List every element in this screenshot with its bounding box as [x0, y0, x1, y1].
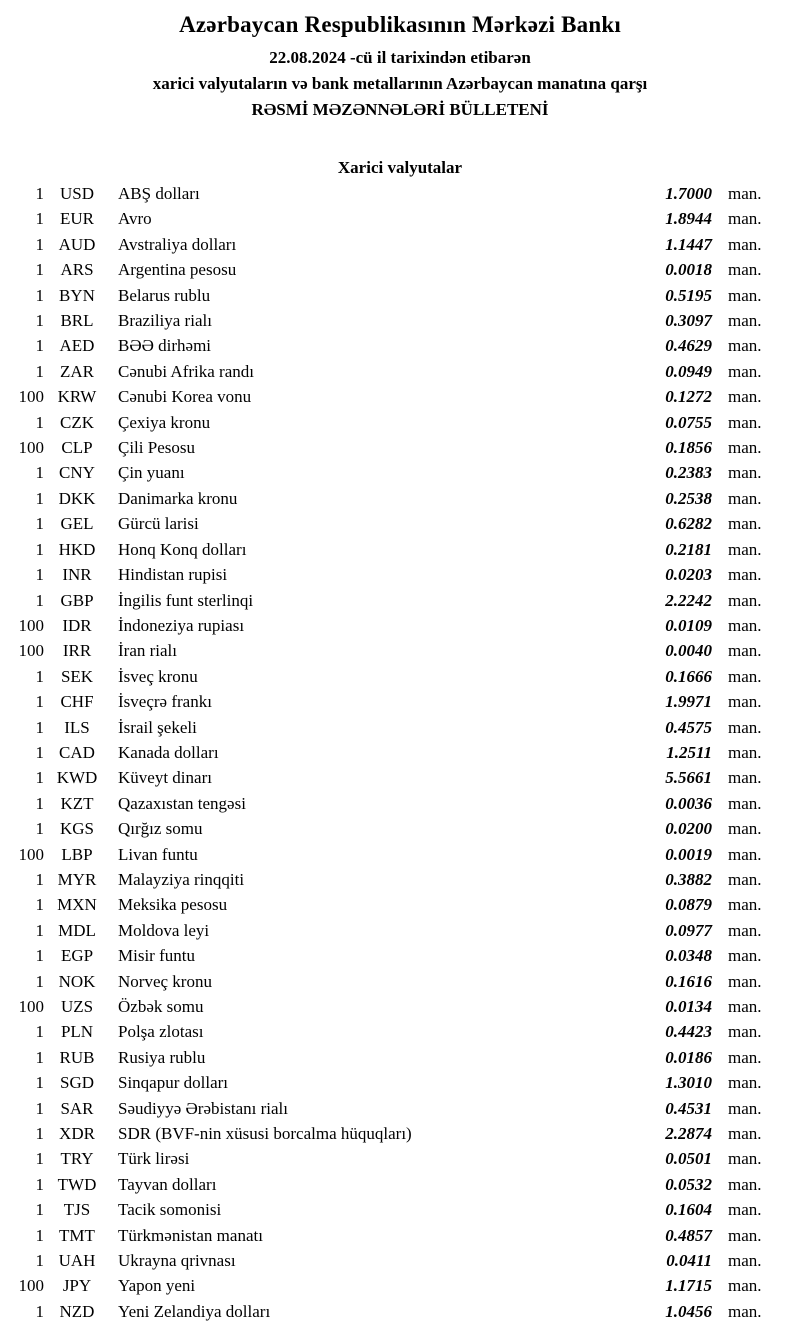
currency-row — [0, 511, 782, 536]
unit-cell: man. — [728, 412, 762, 432]
rate-cell: 1.1447 — [665, 234, 712, 254]
qty-cell: 1 — [35, 793, 44, 813]
rate-cell: 0.0203 — [665, 565, 712, 585]
unit-cell: man. — [728, 1200, 762, 1220]
currency-row — [0, 918, 782, 943]
code-cell: MXN — [57, 895, 97, 915]
qty-cell: 100 — [18, 997, 44, 1016]
currency-table — [0, 181, 800, 1324]
rate-cell: 0.3882 — [665, 869, 712, 889]
currency-row — [0, 1096, 782, 1121]
code-cell: KZT — [60, 793, 94, 813]
currency-row — [0, 537, 782, 562]
rate-cell: 0.2181 — [665, 539, 712, 559]
rate-cell: 0.1604 — [665, 1200, 712, 1220]
rate-cell: 0.0411 — [666, 1251, 712, 1271]
name-cell: İngilis funt sterlinqi — [118, 590, 254, 610]
rate-cell: 1.2511 — [666, 742, 712, 762]
unit-cell: man. — [728, 1098, 762, 1118]
currency-row — [0, 410, 782, 435]
unit-cell: man. — [728, 844, 762, 864]
name-cell: Qırğız somu — [118, 819, 203, 839]
code-cell: CLP — [61, 438, 93, 458]
currency-row — [0, 1273, 782, 1298]
name-cell: Meksika pesosu — [118, 895, 228, 915]
unit-cell: man. — [728, 946, 762, 966]
qty-cell: 1 — [35, 311, 44, 331]
code-cell: XDR — [59, 1124, 95, 1144]
currency-row — [0, 206, 782, 231]
rate-cell: 2.2242 — [665, 590, 712, 610]
name-cell: İndoneziya rupiası — [118, 615, 245, 635]
rate-cell: 2.2874 — [665, 1124, 712, 1144]
qty-cell: 1 — [35, 184, 44, 203]
unit-cell: man. — [728, 971, 762, 991]
name-cell: Gürcü larisi — [118, 514, 199, 534]
name-cell: Cənubi Korea vonu — [118, 387, 252, 407]
rate-cell: 0.1856 — [665, 438, 712, 458]
name-cell: İran rialı — [118, 641, 177, 661]
qty-cell: 1 — [35, 819, 44, 839]
rate-cell: 0.1272 — [665, 387, 712, 407]
date-line: 22.08.2024 -cü il tarixindən etibarən — [269, 48, 531, 67]
code-cell: IDR — [62, 615, 92, 635]
name-cell: Qazaxıstan tengəsi — [118, 793, 246, 813]
name-cell: Kanada dolları — [118, 742, 219, 762]
unit-cell: man. — [728, 539, 762, 559]
code-cell: GEL — [60, 514, 94, 534]
unit-cell: man. — [728, 1073, 762, 1093]
unit-cell: man. — [728, 565, 762, 585]
code-cell: GBP — [60, 590, 94, 610]
currency-row — [0, 1197, 782, 1222]
name-cell: Belarus rublu — [118, 285, 211, 305]
qty-cell: 100 — [18, 641, 44, 661]
name-cell: Malayziya rinqqiti — [118, 869, 245, 889]
rate-cell: 1.0456 — [665, 1301, 712, 1321]
unit-cell: man. — [728, 717, 762, 737]
name-cell: Özbək somu — [118, 997, 204, 1016]
name-cell: Braziliya rialı — [118, 311, 212, 331]
currency-row — [0, 791, 782, 816]
rate-cell: 1.3010 — [665, 1073, 712, 1093]
code-cell: CHF — [60, 692, 94, 712]
qty-cell: 1 — [35, 869, 44, 889]
code-cell: SGD — [59, 1073, 94, 1093]
rate-cell: 0.0879 — [665, 895, 712, 915]
rate-cell: 0.0348 — [665, 946, 712, 966]
rate-cell: 0.0186 — [665, 1047, 712, 1067]
rate-cell: 0.4629 — [665, 336, 712, 356]
unit-cell: man. — [728, 641, 762, 661]
unit-cell: man. — [728, 361, 762, 381]
code-cell: KRW — [57, 387, 97, 407]
name-cell: İsveç kronu — [118, 666, 198, 686]
rate-cell: 5.5661 — [665, 768, 712, 788]
qty-cell: 100 — [18, 844, 44, 864]
currency-row — [0, 562, 782, 587]
currency-row — [0, 283, 782, 308]
code-cell: AED — [59, 336, 95, 356]
code-cell: NZD — [59, 1301, 95, 1321]
name-cell: Yapon yeni — [118, 1276, 196, 1296]
currency-row — [0, 359, 782, 384]
code-cell: TJS — [63, 1200, 91, 1220]
code-cell: ZAR — [60, 361, 94, 381]
code-cell: BRL — [60, 311, 94, 331]
qty-cell: 1 — [35, 971, 44, 991]
name-cell: Misir funtu — [118, 946, 195, 966]
code-cell: MYR — [57, 869, 97, 889]
unit-cell: man. — [728, 260, 762, 280]
qty-cell: 1 — [35, 717, 44, 737]
unit-cell: man. — [728, 920, 762, 940]
name-cell: BƏƏ dirhəmi — [118, 336, 212, 356]
rate-cell: 0.3097 — [665, 311, 712, 331]
currency-row — [0, 308, 782, 333]
name-cell: Küveyt dinarı — [118, 768, 212, 788]
qty-cell: 100 — [18, 615, 44, 635]
code-cell: UAH — [58, 1251, 96, 1271]
code-cell: IRR — [62, 641, 92, 661]
code-cell: ILS — [64, 717, 90, 737]
code-cell: JPY — [62, 1276, 92, 1296]
name-cell: Çili Pesosu — [118, 438, 195, 458]
currency-row — [0, 1248, 782, 1273]
name-cell: Rusiya rublu — [118, 1047, 206, 1067]
unit-cell: man. — [728, 1047, 762, 1067]
qty-cell: 1 — [35, 946, 44, 966]
unit-cell: man. — [728, 615, 762, 635]
currency-row — [0, 588, 782, 613]
name-cell: Ukrayna qrivnası — [118, 1251, 236, 1271]
unit-cell: man. — [728, 666, 762, 686]
qty-cell: 1 — [35, 692, 44, 712]
name-cell: Avstraliya dolları — [118, 234, 237, 254]
qty-cell: 1 — [35, 920, 44, 940]
code-cell: BYN — [59, 285, 95, 305]
unit-cell: man. — [728, 997, 762, 1016]
currency-row — [0, 765, 782, 790]
name-cell: Tacik somonisi — [118, 1200, 222, 1220]
currency-row — [0, 333, 782, 358]
unit-cell: man. — [728, 742, 762, 762]
qty-cell: 100 — [18, 1276, 44, 1296]
unit-cell: man. — [728, 692, 762, 712]
currency-row — [0, 613, 782, 638]
qty-cell: 1 — [35, 361, 44, 381]
qty-cell: 1 — [35, 1200, 44, 1220]
qty-cell: 1 — [35, 1301, 44, 1321]
name-cell: ABŞ dolları — [118, 184, 200, 203]
unit-cell: man. — [728, 311, 762, 331]
unit-cell: man. — [728, 336, 762, 356]
qty-cell: 1 — [35, 412, 44, 432]
rate-cell: 0.0755 — [665, 412, 712, 432]
currency-row — [0, 969, 782, 994]
name-cell: Avro — [118, 209, 152, 229]
bulletin-header — [0, 12, 800, 120]
name-cell: Honq Konq dolları — [118, 539, 247, 559]
name-cell: Sinqapur dolları — [118, 1073, 229, 1093]
unit-cell: man. — [728, 1276, 762, 1296]
currency-row — [0, 1070, 782, 1095]
unit-cell: man. — [728, 438, 762, 458]
qty-cell: 1 — [35, 1174, 44, 1194]
qty-cell: 1 — [35, 768, 44, 788]
code-cell: SAR — [60, 1098, 94, 1118]
currency-row — [0, 994, 782, 1019]
name-cell: Səudiyyə Ərəbistanı rialı — [118, 1098, 288, 1118]
bulletin-title: RƏSMİ MƏZƏNNƏLƏRİ BÜLLETENİ — [251, 100, 549, 119]
currency-row — [0, 1121, 782, 1146]
name-cell: Türk lirəsi — [118, 1149, 190, 1169]
rate-cell: 1.8944 — [665, 209, 712, 229]
code-cell: EUR — [60, 209, 94, 229]
name-cell: Polşa zlotası — [118, 1022, 204, 1042]
unit-cell: man. — [728, 184, 762, 203]
code-cell: TMT — [59, 1225, 95, 1245]
rate-cell: 0.4423 — [665, 1022, 712, 1042]
name-cell: Çin yuanı — [118, 463, 185, 483]
rate-cell: 0.6282 — [665, 514, 712, 534]
currency-row — [0, 892, 782, 917]
unit-cell: man. — [728, 590, 762, 610]
rate-cell: 0.4531 — [665, 1098, 712, 1118]
qty-cell: 1 — [35, 1098, 44, 1118]
qty-cell: 1 — [35, 1124, 44, 1144]
rate-cell: 0.4575 — [665, 717, 712, 737]
subject-line: xarici valyutaların və bank metallarının Azərbaycan manatına qarşı — [152, 74, 648, 93]
currency-row — [0, 842, 782, 867]
currency-row — [0, 715, 782, 740]
code-cell: PLN — [60, 1022, 94, 1042]
code-cell: RUB — [59, 1047, 95, 1067]
code-cell: MDL — [58, 920, 96, 940]
qty-cell: 1 — [35, 1022, 44, 1042]
currency-row — [0, 664, 782, 689]
unit-cell: man. — [728, 488, 762, 508]
qty-cell: 1 — [35, 1073, 44, 1093]
code-cell: CZK — [60, 412, 94, 432]
code-cell: KWD — [56, 768, 98, 788]
qty-cell: 1 — [35, 539, 44, 559]
rate-cell: 0.2538 — [665, 488, 712, 508]
code-cell: TWD — [57, 1174, 97, 1194]
currency-row — [0, 181, 782, 206]
name-cell: İsveçrə frankı — [118, 692, 212, 712]
unit-cell: man. — [728, 1251, 762, 1271]
qty-cell: 1 — [35, 1251, 44, 1271]
unit-cell: man. — [728, 1124, 762, 1144]
qty-cell: 1 — [35, 514, 44, 534]
currency-row — [0, 460, 782, 485]
qty-cell: 1 — [35, 895, 44, 915]
rate-cell: 0.0018 — [665, 260, 712, 280]
qty-cell: 1 — [35, 234, 44, 254]
name-cell: Argentina pesosu — [118, 260, 237, 280]
unit-cell: man. — [728, 285, 762, 305]
code-cell: INR — [62, 565, 92, 585]
code-cell: KGS — [59, 819, 94, 839]
unit-cell: man. — [728, 234, 762, 254]
rate-cell: 0.0019 — [665, 844, 712, 864]
page-title: Azərbaycan Respublikasının Mərkəzi Bankı — [179, 12, 621, 37]
currency-row — [0, 435, 782, 460]
currency-row — [0, 689, 782, 714]
rate-cell: 0.0040 — [665, 641, 712, 661]
unit-cell: man. — [728, 514, 762, 534]
qty-cell: 1 — [35, 1149, 44, 1169]
qty-cell: 1 — [35, 260, 44, 280]
name-cell: SDR (BVF-nin xüsusi borcalma hüquqları) — [118, 1124, 412, 1144]
code-cell: NOK — [58, 971, 96, 991]
currency-row — [0, 867, 782, 892]
code-cell: DKK — [58, 488, 96, 508]
unit-cell: man. — [728, 1149, 762, 1169]
currency-row — [0, 1299, 782, 1324]
unit-cell: man. — [728, 209, 762, 229]
currency-row — [0, 1172, 782, 1197]
unit-cell: man. — [728, 1174, 762, 1194]
currency-row — [0, 232, 782, 257]
code-cell: HKD — [58, 539, 96, 559]
qty-cell: 1 — [35, 488, 44, 508]
rate-cell: 0.4857 — [665, 1225, 712, 1245]
currency-row — [0, 943, 782, 968]
code-cell: UZS — [60, 997, 94, 1016]
unit-cell: man. — [728, 463, 762, 483]
qty-cell: 1 — [35, 285, 44, 305]
unit-cell: man. — [728, 869, 762, 889]
name-cell: Tayvan dolları — [118, 1174, 217, 1194]
unit-cell: man. — [728, 1301, 762, 1321]
currency-row — [0, 384, 782, 409]
name-cell: Livan funtu — [118, 844, 198, 864]
qty-cell: 1 — [35, 336, 44, 356]
name-cell: Moldova leyi — [118, 920, 210, 940]
rate-cell: 0.0532 — [665, 1174, 712, 1194]
name-cell: Danimarka kronu — [118, 488, 238, 508]
rate-cell: 0.2383 — [665, 463, 712, 483]
currency-row — [0, 1019, 782, 1044]
code-cell: USD — [59, 184, 94, 203]
currency-row — [0, 1045, 782, 1070]
name-cell: İsrail şekeli — [118, 717, 197, 737]
rate-cell: 0.0109 — [665, 615, 712, 635]
rate-cell: 0.1666 — [665, 666, 712, 686]
code-cell: ARS — [60, 260, 94, 280]
qty-cell: 100 — [18, 387, 44, 407]
code-cell: EGP — [60, 946, 94, 966]
name-cell: Hindistan rupisi — [118, 565, 228, 585]
code-cell: CAD — [59, 742, 95, 762]
unit-cell: man. — [728, 793, 762, 813]
name-cell: Türkmənistan manatı — [118, 1225, 263, 1245]
rate-cell: 0.5195 — [665, 285, 712, 305]
name-cell: Norveç kronu — [118, 971, 212, 991]
rate-cell: 0.0501 — [665, 1149, 712, 1169]
unit-cell: man. — [728, 768, 762, 788]
name-cell: Cənubi Afrika randı — [118, 361, 254, 381]
rate-cell: 0.0977 — [665, 920, 712, 940]
currency-row — [0, 740, 782, 765]
qty-cell: 1 — [35, 463, 44, 483]
code-cell: SEK — [60, 666, 94, 686]
unit-cell: man. — [728, 819, 762, 839]
rate-cell: 0.0036 — [665, 793, 712, 813]
currency-row — [0, 816, 782, 841]
unit-cell: man. — [728, 387, 762, 407]
rate-cell: 1.1715 — [665, 1276, 712, 1296]
unit-cell: man. — [728, 1225, 762, 1245]
rate-cell: 0.0949 — [665, 361, 712, 381]
code-cell: CNY — [59, 463, 95, 483]
name-cell: Yeni Zelandiya dolları — [118, 1301, 271, 1321]
section-title: Xarici valyutalar — [337, 158, 463, 177]
name-cell: Çexiya kronu — [118, 412, 211, 432]
qty-cell: 1 — [35, 590, 44, 610]
currency-row — [0, 257, 782, 282]
qty-cell: 1 — [35, 666, 44, 686]
qty-cell: 1 — [35, 1225, 44, 1245]
unit-cell: man. — [728, 1022, 762, 1042]
currency-row — [0, 1146, 782, 1171]
qty-cell: 1 — [35, 742, 44, 762]
code-cell: TRY — [60, 1149, 94, 1169]
rate-cell: 0.0134 — [665, 997, 712, 1016]
rate-cell: 0.0200 — [665, 819, 712, 839]
code-cell: AUD — [58, 234, 96, 254]
rate-cell: 0.1616 — [665, 971, 712, 991]
qty-cell: 100 — [18, 438, 44, 458]
qty-cell: 1 — [35, 565, 44, 585]
qty-cell: 1 — [35, 1047, 44, 1067]
currency-row — [0, 638, 782, 663]
unit-cell: man. — [728, 895, 762, 915]
code-cell: LBP — [61, 844, 93, 864]
qty-cell: 1 — [35, 209, 44, 229]
rate-cell: 1.9971 — [665, 692, 712, 712]
currency-row — [0, 1223, 782, 1248]
currency-row — [0, 486, 782, 511]
rate-cell: 1.7000 — [665, 184, 712, 203]
